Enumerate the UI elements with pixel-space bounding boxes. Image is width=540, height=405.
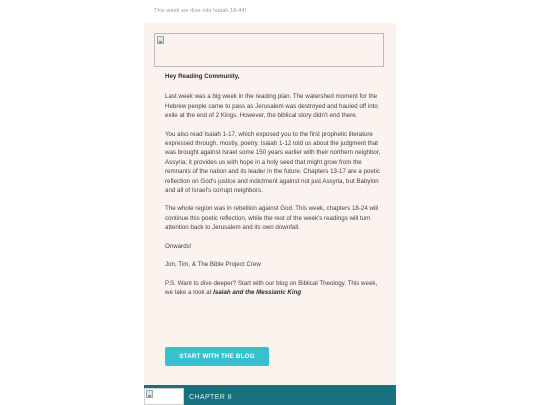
chapter-banner xyxy=(144,385,396,405)
postscript xyxy=(165,279,381,298)
chapter-image xyxy=(144,388,184,405)
hero-image xyxy=(154,33,384,67)
greeting: Hey Reading Community, xyxy=(165,73,240,80)
paragraph-intro: Last week was a big week in the reading plan. The watershed moment for the Hebrew people came to pass as Jerusalem was destroyed and hauled off into exile at the end of 2 Kings. However, the biblical story didn't end there. xyxy=(165,93,378,120)
signature: Jon, Tim, & The Bible Project Crew xyxy=(165,261,261,269)
preheader-text: This week we dive into Isaiah 18-44! xyxy=(154,8,247,14)
email-body xyxy=(165,72,381,306)
paragraph-isaiah: You also read Isaiah 1-17, which exposed you to the first prophetic literature expressed through, mostly, poetry. Isaiah 1-12 told us about the judgment that was brought against Israel some 150 years earlier with their northern neighbor, Assyria; it provides us with hope in a holy seed that might grow from the remnants of the nation and its leader in the future. Chapters 13-17 are a poetic reflection on God's justice and indictment against not just Assyria, but Babylon and all of Israel's corrupt neighbors. xyxy=(165,130,381,195)
postscript-text: P.S. Want to dive deeper? Start with our blog on Biblical Theology. This week, we take a look at xyxy=(165,279,378,296)
broken-image-icon xyxy=(146,390,153,398)
paragraph-region: The whole region was in rebellion against God. This week, chapters 18-24 will continue this poetic reflection, while the rest of the week's readings will turn attention back to Jerusalem and its own downfall. xyxy=(165,205,379,232)
paragraph-onwards: Onwards! xyxy=(165,242,192,250)
blog-link[interactable]: Isaiah and the Messianic King xyxy=(213,288,302,296)
broken-image-icon xyxy=(157,36,164,44)
email-card xyxy=(144,23,396,385)
chapter-label: CHAPTER 8 xyxy=(189,394,232,401)
start-blog-button[interactable]: START WITH THE BLOG xyxy=(165,347,269,366)
